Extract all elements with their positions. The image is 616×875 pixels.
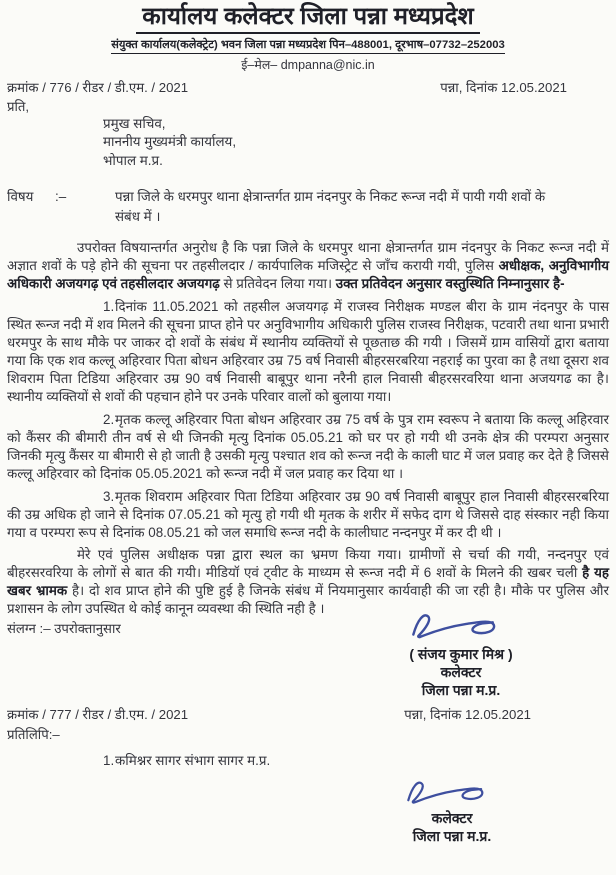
para-item-3 [7, 488, 609, 542]
letter-number-2: क्रमांक / 777 / रीडर / डी.एम. / 2021 [7, 706, 189, 722]
addressee-line: भोपाल म.प्र. [103, 152, 163, 168]
item-text: दिनांक 11.05.2021 को तहसील अजयगढ़ में राजस्व निरीक्षक मण्डल बीरा के ग्राम नंदनपुर के पास स्थित रून्ज नदी में शव मिलने की सूचना प्राप्त होने पर अनुविभागीय अधिकारी पुलिस राजस्व निरीक्षक, पटवारी तथा थाना प्रभारी धरमपुर के साथ मौके पर जाकर दो शवों के संबंध में स्थानीय व्यक्तियों से पूछताछ की गयी । जिसमें ग्राम वासियों द्वारा बताया गया कि एक शव कल्लू अहिरवार पिता बोधन अहिरवार उम्र 75 वर्ष निवासी बीहरसरबरिया नहराई का पुरवा का है तथा दूसरा शव शिवराम पिता टिडिया अहिरवार उम्र 90 वर्ष निवासी बाबूपुर थाना नरैनी हाल निवासी बीहरसरवरिया थाना अजयगढ का है। स्थानीय व्यक्तियों से शवों की पहचान होने पर उनके परिवार वालों को बुलाया गया। [7, 298, 609, 404]
closing-text: है। दो शव प्राप्त होने की पुष्टि हुई है जिनके संबंध में नियमानुसार कार्यवाही की जा रही है। मौके पर पुलिस और प्रशासन के लोग उपस्थित थे कोई कानून व्यवस्था की स्थिति नही है । [7, 582, 609, 616]
place-date-1: पन्ना, दिनांक 12.05.2021 [440, 79, 567, 95]
reference-row-1 [7, 78, 609, 96]
signatory-district: जिला पन्ना म.प्र. [421, 682, 501, 699]
para-intro [7, 239, 609, 293]
addressee-line: माननीय मुख्यमंत्री कार्यालय, [103, 134, 237, 150]
letter-number-1: क्रमांक / 776 / रीडर / डी.एम. / 2021 [7, 79, 189, 95]
item-number: 3. [103, 488, 115, 504]
intro-bold-status: उक्त प्रतिवेदन अनुसार वस्तुस्थिति निम्नानुसार है- [335, 275, 565, 291]
item-number: 1. [103, 298, 115, 314]
item-text: मृतक कल्लू अहिरवार पिता बोधन अहिरवार उम्र 75 वर्ष के पुत्र राम स्वरूप ने बताया कि कल्लू अहिरवार को कैंसर की बीमारी तीन वर्ष से थी जिनकी मृत्यु दिनांक 05.05.21 को घर पर हो गयी थी उनके क्षेत्र की परम्परा अनुसार जिनकी मृत्यु कैंसर या बीमारी से हो जाती है उसकी मृत्यु पश्चात शव को रून्ज नदी के काली घाट में जल प्रवाह कर देते है जिससे कल्लू अहिरवार को दिनांक 05.05.2021 को रून्ज नदी में जल प्रवाह कर दिया था । [7, 411, 609, 481]
subject-text: पन्ना जिले के धरमपुर थाना क्षेत्रान्तर्गत ग्राम नंदनपुर के निकट रून्ज नदी में पायी गयी शवों के संबंध में । [115, 189, 546, 224]
signature-ink-icon [406, 607, 516, 643]
letterhead [7, 3, 609, 73]
closing-text: मेरे एवं पुलिस अधीक्षक पन्ना द्वारा स्थल का भ्रमण किया गया। ग्रामीणों से चर्चा की गयी, नन्दनपुर एवं बीहरसरवरिया के लोगों से बात की गयी। मीडियॉ एवं ट्वीट के माध्यम से रून्ज नदी में 6 शवों के मिलने की खबर चली [7, 546, 609, 580]
letter-body [7, 239, 609, 637]
copy-text: कमिश्नर सागर संभाग सागर म.प्र. [115, 752, 271, 768]
copy-number: 1. [103, 752, 115, 768]
item-text: मृतक शिवराम अहिरवार पिता टिडिया अहिरवार उम्र 90 वर्ष निवासी बाबूपुर हाल निवासी बीहरसरबरिया की उम्र अधिक हो जाने से दिनांक 07.05.21 को मृत्यु हो गयी थी मृतक के शरीर में सफेद दाग थे जिससे दाह संस्कार नही किया गया व परम्परा रूप से दिनांक 08.05.21 को जल समाधि रून्ज नदी के कालीघाट नन्दनपुर में कर दी थी । [7, 488, 609, 540]
addressee-block [103, 115, 609, 171]
item-number: 2. [103, 411, 115, 427]
reference-row-2 [7, 705, 609, 723]
subject-separator: :– [55, 189, 67, 205]
intro-bold-officials: अधीक्षक, अनुविभागीय अधिकारी अजयगढ़ एवं तहसीलदार अजयगढ़ [7, 257, 609, 291]
place-date-2: पन्ना, दिनांक 12.05.2021 [404, 706, 531, 722]
signatory-district: जिला पन्ना म.प्र. [412, 827, 492, 844]
signature-block-collector [361, 607, 561, 700]
office-email: ई–मेल– dmpanna@nic.in [241, 57, 375, 72]
para-item-1 [7, 298, 609, 406]
signatory-designation: कलेक्टर [431, 809, 473, 826]
office-title: कार्यालय कलेक्टर जिला पन्ना मध्यप्रदेश [136, 3, 479, 34]
salutation: प्रति, [7, 98, 30, 114]
signature-block-collector-2 [357, 775, 547, 845]
para-item-2 [7, 411, 609, 483]
copies-label: प्रतिलिपि:– [7, 726, 60, 742]
intro-text: उपरोक्त विषयान्तर्गत अनुरोध है कि पन्ना जिले के धरमपुर थाना क्षेत्रान्तर्गत ग्राम नंदनपुर के निकट रून्ज नदी में अज्ञात शवों के पड़े होने की सूचना पर तहसीलदार / कार्यपालिक मजिस्ट्रेट से जाँच करायी गयी, पुलिस [7, 239, 609, 273]
subject-row [7, 187, 609, 226]
signatory-designation: कलेक्टर [440, 664, 482, 681]
signatory-name: ( संजय कुमार मिश्र ) [409, 645, 513, 662]
addressee-line: प्रमुख सचिव, [103, 115, 166, 131]
copy-item-1 [7, 751, 609, 769]
subject-label: विषय [7, 189, 34, 205]
closing-bold-misleading: है यह खबर भ्रामक [7, 564, 609, 598]
office-address: संयुक्त कार्यालय(कलेक्ट्रेट) भवन जिला पन्ना मध्यप्रदेश पिन–488001, दूरभाष–07732–252003 [111, 37, 505, 54]
signature-ink-icon [402, 775, 502, 808]
intro-text: से प्रतिवेदन लिया गया। [219, 275, 336, 291]
enclosure-line: संलग्न :– उपरोक्तानुसार [7, 620, 121, 636]
